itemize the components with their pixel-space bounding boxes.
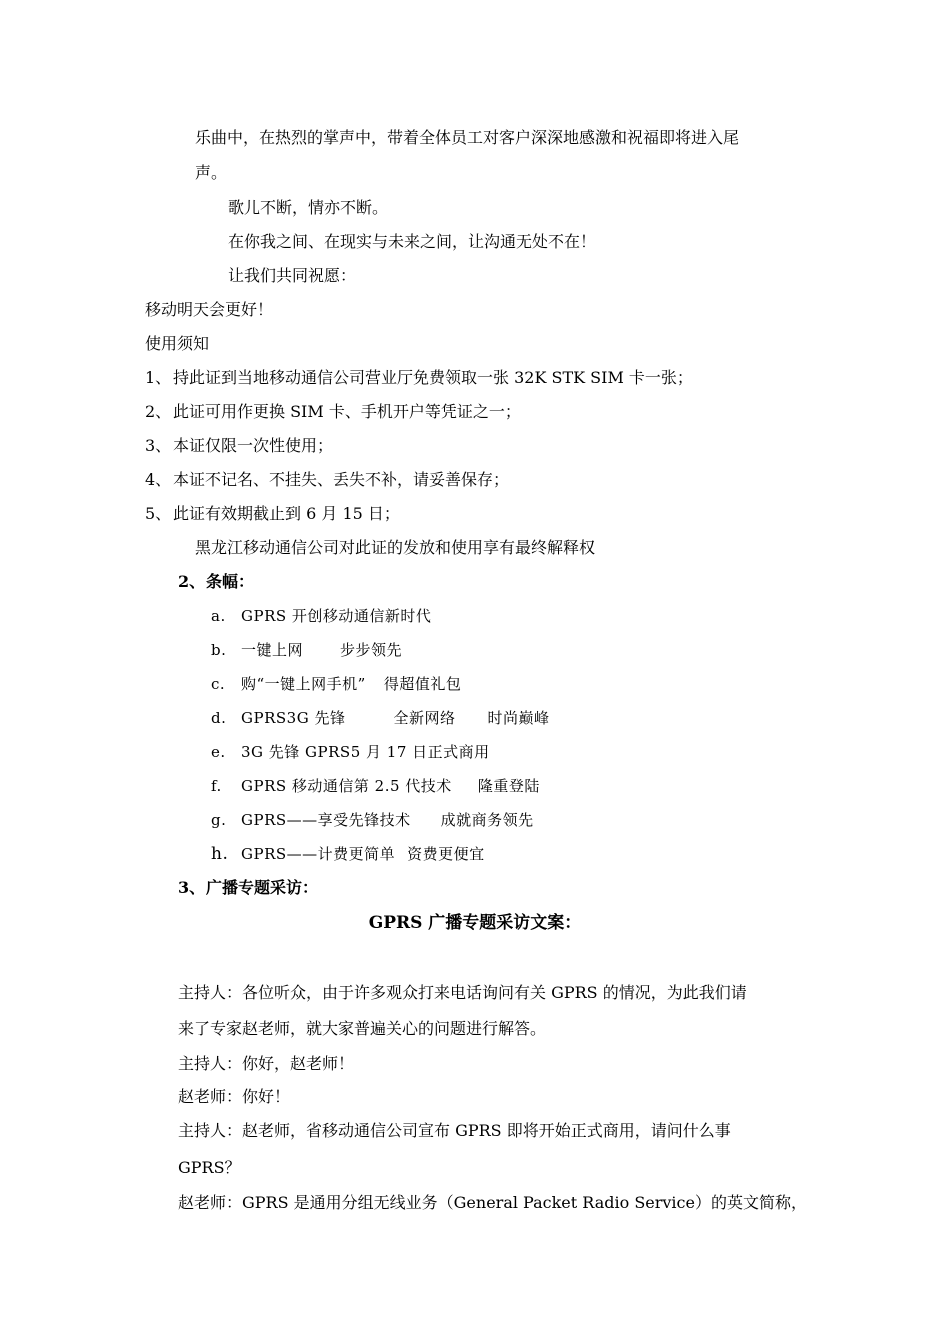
section-2-number: 2、 <box>178 572 206 591</box>
banner-item-text: 一键上网 <box>241 641 304 659</box>
banner-item <box>211 640 402 660</box>
section-3-heading <box>178 878 318 898</box>
notice-item <box>145 368 693 388</box>
notice-item <box>145 504 400 524</box>
notice-item-number: 5、 <box>145 504 172 523</box>
banner-item-text: 步步领先 <box>340 641 403 659</box>
banner-item-text: 隆重登陆 <box>477 777 540 795</box>
section-3-number: 3、 <box>178 878 206 897</box>
dialogue-line: 主持人：你好，赵老师！ <box>178 1054 355 1073</box>
banner-item-mark: f. <box>211 777 222 795</box>
notice-item <box>145 470 509 490</box>
intro-line-4: 在你我之间、在现实与未来之间，让沟通无处不在！ <box>228 232 597 251</box>
banner-item-mark: d. <box>211 709 227 727</box>
notice-item-number: 3、 <box>145 436 172 455</box>
intro-line-5: 让我们共同祝愿： <box>228 266 357 285</box>
banner-item <box>211 844 485 864</box>
banner-item-text: GPRS——计费更简单 <box>241 845 396 863</box>
dialogue-line: 来了专家赵老师，就大家普遍关心的问题进行解答。 <box>178 1019 547 1038</box>
interview-heading: GPRS 广播专题采访文案： <box>368 913 582 933</box>
banner-item-text: GPRS——享受先锋技术 <box>241 811 411 829</box>
banner-item <box>211 742 490 762</box>
notice-footer: 黑龙江移动通信公司对此证的发放和使用享有最终解释权 <box>195 538 596 557</box>
notice-item-number: 1、 <box>145 368 172 387</box>
notice-item-number: 2、 <box>145 402 172 421</box>
banner-item-mark: g. <box>211 811 227 829</box>
banner-item-text: GPRS 开创移动通信新时代 <box>241 607 432 625</box>
banner-item-mark: a. <box>211 607 226 625</box>
notice-item-text: 本证仅限一次性使用； <box>173 436 334 455</box>
dialogue-line: GPRS？ <box>178 1158 241 1177</box>
banner-item-text: 时尚巅峰 <box>487 709 550 727</box>
intro-line-6: 移动明天会更好！ <box>145 300 274 319</box>
banner-item <box>211 674 461 694</box>
dialogue-line: 赵老师：GPRS 是通用分组无线业务（General Packet Radio Service）的英文简称， <box>178 1193 807 1212</box>
notice-item-text: 此证有效期截止到 6 月 15 日； <box>173 504 400 523</box>
banner-item <box>211 606 431 626</box>
notice-item <box>145 436 333 456</box>
banner-item-text: 购“一键上网手机” <box>241 675 366 693</box>
banner-item <box>211 810 534 830</box>
banner-item <box>211 776 540 796</box>
notice-item-text: 此证可用作更换 SIM 卡、手机开户等凭证之一； <box>173 402 521 421</box>
banner-item-mark: h. <box>211 844 229 864</box>
banner-item-mark: c. <box>211 675 226 693</box>
dialogue-line: 赵老师：你好！ <box>178 1087 291 1106</box>
banner-item-text: 全新网络 <box>393 709 456 727</box>
section-3-title: 广播专题采访： <box>206 878 319 897</box>
notice-item <box>145 402 521 422</box>
banner-item-text: GPRS3G 先锋 <box>241 709 346 727</box>
notice-title: 使用须知 <box>145 334 210 353</box>
dialogue-line: 主持人：各位听众，由于许多观众打来电话询问有关 GPRS 的情况，为此我们请 <box>178 983 747 1002</box>
banner-item-mark: e. <box>211 743 226 761</box>
banner-item <box>211 708 549 728</box>
banner-item-text: GPRS 移动通信第 2.5 代技术 <box>241 777 452 795</box>
intro-line-2: 声。 <box>195 163 228 182</box>
intro-line-1: 乐曲中，在热烈的掌声中，带着全体员工对客户深深地感激和祝福即将进入尾 <box>195 128 740 147</box>
intro-line-3: 歌儿不断，情亦不断。 <box>228 198 389 217</box>
dialogue-line: 主持人：赵老师，省移动通信公司宣布 GPRS 即将开始正式商用，请问什么事 <box>178 1121 731 1140</box>
section-2-title: 条幅： <box>206 572 255 591</box>
banner-item-mark: b. <box>211 641 227 659</box>
notice-item-number: 4、 <box>145 470 172 489</box>
banner-item-text: 3G 先锋 GPRS5 月 17 日正式商用 <box>241 743 490 761</box>
notice-item-text: 本证不记名、不挂失、丢失不补，请妥善保存； <box>173 470 510 489</box>
banner-item-text: 得超值礼包 <box>383 675 462 693</box>
notice-item-text: 持此证到当地移动通信公司营业厅免费领取一张 32K STK SIM 卡一张； <box>173 368 693 387</box>
section-2-heading <box>178 572 254 592</box>
banner-item-text: 成就商务领先 <box>440 811 534 829</box>
banner-item-text: 资费更便宜 <box>407 845 485 863</box>
